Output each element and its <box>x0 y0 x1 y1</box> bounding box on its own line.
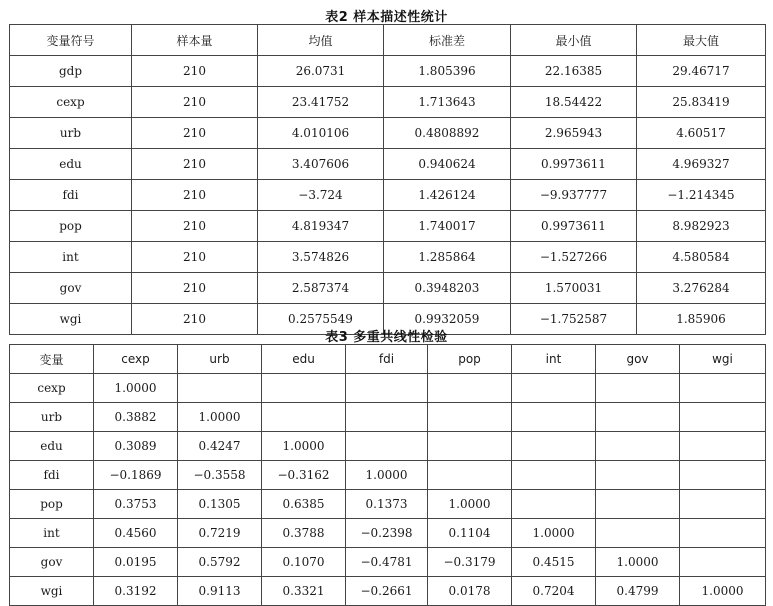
corr-table-row <box>10 403 766 432</box>
corr-table-cell: 0.1070 <box>262 548 346 577</box>
corr-table-cell <box>346 374 428 403</box>
corr-table-cell <box>346 432 428 461</box>
stats-table-cell: 4.819347 <box>258 211 384 242</box>
corr-table-cell <box>262 374 346 403</box>
stats-table-cell: 0.4808892 <box>384 118 511 149</box>
corr-table-cell <box>680 403 766 432</box>
stats-table-row <box>10 118 766 149</box>
stats-table-row <box>10 149 766 180</box>
stats-table-cell: 210 <box>132 211 258 242</box>
corr-header-row <box>10 345 766 374</box>
stats-table-cell: 210 <box>132 273 258 304</box>
corr-table-row <box>10 374 766 403</box>
stats-table-row <box>10 242 766 273</box>
stats-table-cell: −1.752587 <box>511 304 637 335</box>
stats-row-label: int <box>10 242 132 273</box>
descriptive-statistics-table <box>9 24 766 335</box>
stats-table-cell: 210 <box>132 180 258 211</box>
corr-table-cell <box>680 432 766 461</box>
corr-table-cell: 0.4247 <box>178 432 262 461</box>
corr-table-cell: −0.3558 <box>178 461 262 490</box>
corr-table-cell: 0.4799 <box>596 577 680 606</box>
corr-column-header: gov <box>596 345 680 374</box>
corr-table-cell: 0.3089 <box>94 432 178 461</box>
stats-table-cell: 0.940624 <box>384 149 511 180</box>
corr-table-row <box>10 432 766 461</box>
stats-table-cell: −9.937777 <box>511 180 637 211</box>
corr-column-header: fdi <box>346 345 428 374</box>
stats-row-label: gdp <box>10 56 132 87</box>
corr-row-label: fdi <box>10 461 94 490</box>
corr-table-cell: 0.3321 <box>262 577 346 606</box>
corr-table-cell <box>596 461 680 490</box>
stats-table-cell: 0.9932059 <box>384 304 511 335</box>
stats-table-cell: 1.805396 <box>384 56 511 87</box>
stats-table-row <box>10 180 766 211</box>
corr-table-cell: −0.2398 <box>346 519 428 548</box>
corr-table-cell: 0.3753 <box>94 490 178 519</box>
stats-table-cell: 2.587374 <box>258 273 384 304</box>
corr-table-cell <box>262 403 346 432</box>
stats-table-cell: 22.16385 <box>511 56 637 87</box>
stats-table-cell: 210 <box>132 149 258 180</box>
multicollinearity-table <box>9 344 766 606</box>
corr-table-cell: 0.4560 <box>94 519 178 548</box>
corr-table-cell <box>512 461 596 490</box>
stats-row-label: cexp <box>10 87 132 118</box>
corr-table-cell <box>596 519 680 548</box>
stats-row-label: edu <box>10 149 132 180</box>
corr-table-cell <box>512 403 596 432</box>
stats-table-cell: 210 <box>132 242 258 273</box>
stats-table-cell: 1.426124 <box>384 180 511 211</box>
stats-table-cell: 210 <box>132 304 258 335</box>
corr-table-cell <box>346 403 428 432</box>
stats-table-cell: 2.965943 <box>511 118 637 149</box>
stats-column-header: 最小值 <box>511 25 637 56</box>
corr-table-cell <box>428 432 512 461</box>
corr-table-row <box>10 461 766 490</box>
stats-column-header: 变量符号 <box>10 25 132 56</box>
corr-row-label: pop <box>10 490 94 519</box>
stats-table-cell: 4.969327 <box>637 149 766 180</box>
table3-caption: 表3 多重共线性检验 <box>325 330 448 345</box>
corr-table-cell <box>596 403 680 432</box>
corr-column-header: edu <box>262 345 346 374</box>
stats-table-cell: 3.276284 <box>637 273 766 304</box>
stats-table-cell: 1.713643 <box>384 87 511 118</box>
corr-row-label: gov <box>10 548 94 577</box>
corr-table-cell: 0.4515 <box>512 548 596 577</box>
stats-table-cell: 4.60517 <box>637 118 766 149</box>
corr-table-cell <box>512 432 596 461</box>
stats-table-cell: −1.214345 <box>637 180 766 211</box>
stats-table-cell: 26.0731 <box>258 56 384 87</box>
corr-table-cell: 0.1373 <box>346 490 428 519</box>
corr-table-cell: 0.1104 <box>428 519 512 548</box>
corr-column-header: pop <box>428 345 512 374</box>
stats-table-cell: 210 <box>132 118 258 149</box>
stats-table-cell: 1.85906 <box>637 304 766 335</box>
stats-table-cell: 18.54422 <box>511 87 637 118</box>
corr-table-row <box>10 548 766 577</box>
corr-table-cell: 1.0000 <box>512 519 596 548</box>
corr-table-cell: 0.3882 <box>94 403 178 432</box>
corr-table-cell: 0.7219 <box>178 519 262 548</box>
corr-table-cell: 1.0000 <box>680 577 766 606</box>
corr-table-cell: 1.0000 <box>428 490 512 519</box>
corr-table-cell: 1.0000 <box>178 403 262 432</box>
stats-table-cell: 0.9973611 <box>511 211 637 242</box>
stats-table-cell: 0.2575549 <box>258 304 384 335</box>
stats-table-cell: 23.41752 <box>258 87 384 118</box>
corr-table-cell <box>596 490 680 519</box>
corr-table-cell <box>680 519 766 548</box>
corr-table-cell: 0.6385 <box>262 490 346 519</box>
stats-header-row <box>10 25 766 56</box>
corr-column-header: urb <box>178 345 262 374</box>
corr-table-cell <box>680 490 766 519</box>
corr-table-cell <box>512 374 596 403</box>
corr-table-cell: −0.2661 <box>346 577 428 606</box>
stats-table-row <box>10 87 766 118</box>
corr-table-row <box>10 577 766 606</box>
corr-table-cell: 0.0178 <box>428 577 512 606</box>
corr-table-cell <box>512 490 596 519</box>
corr-table-cell: −0.3179 <box>428 548 512 577</box>
corr-row-label: int <box>10 519 94 548</box>
stats-table-cell: 1.570031 <box>511 273 637 304</box>
stats-table-cell: 0.9973611 <box>511 149 637 180</box>
corr-table-cell <box>680 461 766 490</box>
corr-table-cell <box>596 374 680 403</box>
stats-table-cell: 3.574826 <box>258 242 384 273</box>
corr-table-row <box>10 490 766 519</box>
corr-table-cell: 0.3788 <box>262 519 346 548</box>
corr-table-cell: 0.1305 <box>178 490 262 519</box>
corr-table-cell: 0.5792 <box>178 548 262 577</box>
stats-table-cell: 29.46717 <box>637 56 766 87</box>
stats-row-label: pop <box>10 211 132 242</box>
corr-table-cell: 0.3192 <box>94 577 178 606</box>
corr-table-row <box>10 519 766 548</box>
corr-row-label: wgi <box>10 577 94 606</box>
corr-table-cell: 1.0000 <box>346 461 428 490</box>
corr-column-header: wgi <box>680 345 766 374</box>
corr-row-label: cexp <box>10 374 94 403</box>
corr-table-cell: −0.3162 <box>262 461 346 490</box>
corr-table-cell <box>680 374 766 403</box>
stats-table-row <box>10 211 766 242</box>
stats-table-cell: −1.527266 <box>511 242 637 273</box>
stats-table-cell: 1.740017 <box>384 211 511 242</box>
corr-table-cell: 0.7204 <box>512 577 596 606</box>
stats-column-header: 标准差 <box>384 25 511 56</box>
stats-row-label: gov <box>10 273 132 304</box>
stats-table-row <box>10 56 766 87</box>
table2-caption: 表2 样本描述性统计 <box>325 10 448 25</box>
corr-table-cell: 1.0000 <box>94 374 178 403</box>
corr-column-header: cexp <box>94 345 178 374</box>
corr-table-cell: 1.0000 <box>596 548 680 577</box>
stats-table-cell: 210 <box>132 56 258 87</box>
corr-column-header: 变量 <box>10 345 94 374</box>
corr-table-cell <box>428 403 512 432</box>
stats-table-cell: 0.3948203 <box>384 273 511 304</box>
stats-column-header: 最大值 <box>637 25 766 56</box>
corr-table-cell: −0.4781 <box>346 548 428 577</box>
stats-table-cell: 3.407606 <box>258 149 384 180</box>
stats-table-cell: 210 <box>132 87 258 118</box>
stats-table-row <box>10 273 766 304</box>
corr-table-cell <box>680 548 766 577</box>
stats-row-label: wgi <box>10 304 132 335</box>
corr-table-cell: 0.9113 <box>178 577 262 606</box>
corr-table-cell: 0.0195 <box>94 548 178 577</box>
stats-table-cell: −3.724 <box>258 180 384 211</box>
corr-table-cell <box>428 461 512 490</box>
corr-table-cell <box>596 432 680 461</box>
corr-table-cell <box>178 374 262 403</box>
corr-row-label: urb <box>10 403 94 432</box>
corr-row-label: edu <box>10 432 94 461</box>
stats-row-label: urb <box>10 118 132 149</box>
stats-column-header: 均值 <box>258 25 384 56</box>
stats-table-cell: 25.83419 <box>637 87 766 118</box>
stats-table-cell: 4.580584 <box>637 242 766 273</box>
corr-table-cell: 1.0000 <box>262 432 346 461</box>
stats-row-label: fdi <box>10 180 132 211</box>
stats-column-header: 样本量 <box>132 25 258 56</box>
corr-table-cell: −0.1869 <box>94 461 178 490</box>
corr-column-header: int <box>512 345 596 374</box>
stats-table-cell: 1.285864 <box>384 242 511 273</box>
stats-table-cell: 4.010106 <box>258 118 384 149</box>
stats-table-cell: 8.982923 <box>637 211 766 242</box>
corr-table-cell <box>428 374 512 403</box>
